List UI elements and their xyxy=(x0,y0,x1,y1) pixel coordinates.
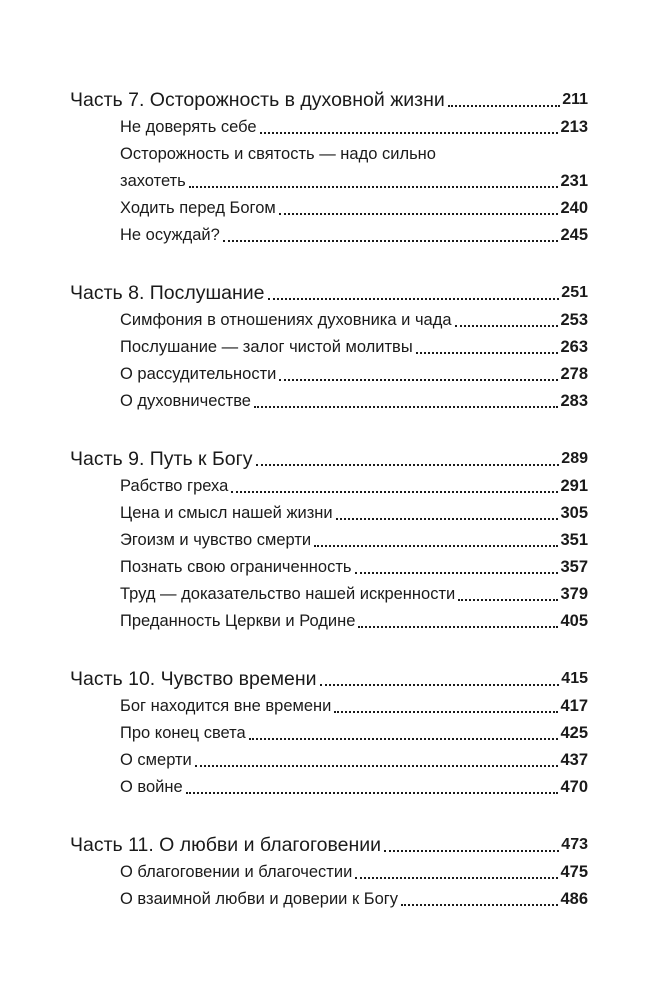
dot-leader xyxy=(401,904,558,906)
page-number: 283 xyxy=(560,392,588,410)
toc-part xyxy=(70,831,588,913)
page-number: 291 xyxy=(560,477,588,495)
dot-leader xyxy=(268,298,560,300)
chapter-entry xyxy=(120,774,588,801)
page-number: 278 xyxy=(560,365,588,383)
dot-leader xyxy=(249,738,559,740)
chapter-title: О рассудительности xyxy=(120,365,277,383)
chapter-entry xyxy=(120,114,588,141)
dot-leader xyxy=(355,877,558,879)
chapter-title: О благоговении и благочестии xyxy=(120,863,353,881)
part-title: Часть 7. Осторожность в духовной жизни xyxy=(70,89,445,111)
toc-part xyxy=(70,445,588,635)
chapter-entry xyxy=(120,195,588,222)
chapter-list xyxy=(70,473,588,635)
chapter-entry xyxy=(120,473,588,500)
page-number: 253 xyxy=(560,311,588,329)
chapter-title: О взаимной любви и доверии к Богу xyxy=(120,890,399,908)
page-number: 245 xyxy=(560,226,588,244)
page-number: 263 xyxy=(560,338,588,356)
chapter-title: Рабство греха xyxy=(120,477,229,495)
chapter-title-line: Осторожность и святость — надо сильно xyxy=(120,145,436,163)
dot-leader xyxy=(458,599,558,601)
chapter-entry xyxy=(120,581,588,608)
chapter-entry xyxy=(120,361,588,388)
chapter-entry xyxy=(120,886,588,913)
page-number: 415 xyxy=(561,670,588,687)
page-number: 251 xyxy=(561,284,588,301)
chapter-title-first-line xyxy=(120,141,588,168)
chapter-entry xyxy=(120,307,588,334)
dot-leader xyxy=(334,711,558,713)
dot-leader xyxy=(455,325,559,327)
dot-leader xyxy=(336,518,559,520)
chapter-title: Труд — доказательство нашей искренности xyxy=(120,585,456,603)
page-number: 437 xyxy=(560,751,588,769)
page-number: 305 xyxy=(560,504,588,522)
dot-leader xyxy=(314,545,558,547)
table-of-contents xyxy=(70,86,588,943)
part-title: Часть 9. Путь к Богу xyxy=(70,448,253,470)
dot-leader xyxy=(358,626,558,628)
chapter-title: Не осуждай? xyxy=(120,226,220,244)
dot-leader xyxy=(416,352,559,354)
chapter-list xyxy=(70,859,588,913)
chapter-title: О смерти xyxy=(120,751,192,769)
chapter-title: Послушание — залог чистой молитвы xyxy=(120,338,413,356)
chapter-title: Эгоизм и чувство смерти xyxy=(120,531,312,549)
part-heading xyxy=(70,86,588,114)
chapter-entry xyxy=(120,554,588,581)
dot-leader xyxy=(279,213,559,215)
chapter-title: Цена и смысл нашей жизни xyxy=(120,504,333,522)
chapter-entry xyxy=(120,720,588,747)
page-number: 486 xyxy=(560,890,588,908)
chapter-title: Ходить перед Богом xyxy=(120,199,276,217)
page-number: 475 xyxy=(560,863,588,881)
dot-leader xyxy=(223,240,559,242)
page-number: 473 xyxy=(561,836,588,853)
dot-leader xyxy=(186,792,559,794)
dot-leader xyxy=(448,105,560,107)
chapter-entry xyxy=(120,527,588,554)
page-number: 417 xyxy=(560,697,588,715)
chapter-title: Преданность Церкви и Родине xyxy=(120,612,356,630)
chapter-entry xyxy=(120,334,588,361)
dot-leader xyxy=(384,850,559,852)
dot-leader xyxy=(195,765,559,767)
part-title: Часть 8. Послушание xyxy=(70,282,265,304)
chapter-entry xyxy=(120,747,588,774)
page-number: 470 xyxy=(560,778,588,796)
page-number: 351 xyxy=(560,531,588,549)
chapter-list xyxy=(70,114,588,249)
page-number: 211 xyxy=(562,91,588,108)
chapter-title: захотеть xyxy=(120,172,186,190)
toc-part xyxy=(70,86,588,249)
chapter-entry xyxy=(120,693,588,720)
part-title: Часть 10. Чувство времени xyxy=(70,668,317,690)
page-number: 405 xyxy=(560,612,588,630)
dot-leader xyxy=(320,684,560,686)
chapter-entry xyxy=(120,168,588,195)
page-number: 231 xyxy=(560,172,588,190)
chapter-entry xyxy=(120,388,588,415)
dot-leader xyxy=(256,464,560,466)
chapter-entry xyxy=(120,222,588,249)
part-heading xyxy=(70,665,588,693)
chapter-title: Бог находится вне времени xyxy=(120,697,332,715)
chapter-entry xyxy=(120,608,588,635)
toc-part xyxy=(70,665,588,801)
chapter-title: О войне xyxy=(120,778,183,796)
chapter-title: Симфония в отношениях духовника и чада xyxy=(120,311,452,329)
dot-leader xyxy=(279,379,558,381)
dot-leader xyxy=(254,406,559,408)
page-number: 289 xyxy=(561,450,588,467)
page-number: 357 xyxy=(560,558,588,576)
part-heading xyxy=(70,279,588,307)
chapter-title: О духовничестве xyxy=(120,392,251,410)
chapter-title: Не доверять себе xyxy=(120,118,257,136)
chapter-title: Про конец света xyxy=(120,724,246,742)
dot-leader xyxy=(231,491,558,493)
part-heading xyxy=(70,831,588,859)
toc-part xyxy=(70,279,588,415)
chapter-title: Познать свою ограниченность xyxy=(120,558,352,576)
dot-leader xyxy=(260,132,559,134)
part-heading xyxy=(70,445,588,473)
page-number: 213 xyxy=(560,118,588,136)
chapter-list xyxy=(70,307,588,415)
part-title: Часть 11. О любви и благоговении xyxy=(70,834,382,856)
dot-leader xyxy=(189,186,559,188)
page-number: 379 xyxy=(560,585,588,603)
dot-leader xyxy=(355,572,559,574)
page-number: 425 xyxy=(560,724,588,742)
chapter-entry xyxy=(120,500,588,527)
chapter-entry xyxy=(120,859,588,886)
chapter-list xyxy=(70,693,588,801)
page-number: 240 xyxy=(560,199,588,217)
